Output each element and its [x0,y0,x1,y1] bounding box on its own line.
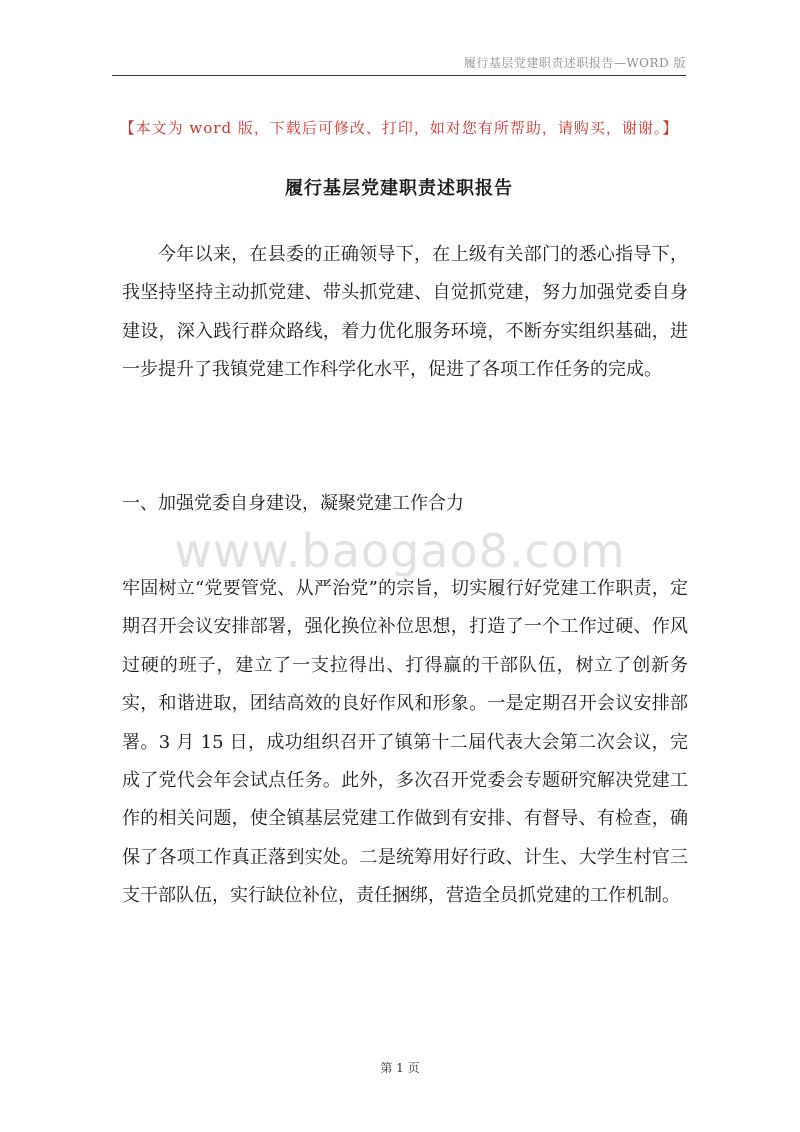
section-heading: 一、加强党委自身建设，凝聚党建工作合力 [122,493,464,514]
document-title: 履行基层党建职责述职报告 [285,178,513,199]
page-number: 第 1 页 [380,1061,420,1075]
intro-paragraph: 今年以来，在县委的正确领导下，在上级有关部门的悉心指导下，我坚持坚持主动抓党建、带头抓党建、自觉抓党建，努力加强党委自身建设，深入践行群众路线，着力优化服务环境，不断夯实组织基础，进一步提升了我镇党建工作科学化水平，促进了各项工作任务的完成。 [122,244,688,381]
running-header: 履行基层党建职责述职报告—WORD 版 [463,56,686,70]
download-notice: 【本文为 word 版，下载后可修改、打印，如对您有所帮助，请购买，谢谢。】 [119,119,679,137]
watermark: www.baogao8.com [174,524,626,578]
header-divider [112,75,686,76]
section-paragraph: 牢固树立“党要管党、从严治党”的宗旨，切实履行好党建工作职责，定期召开会议安排部署，强化换位补位思想，打造了一个工作过硬、作风过硬的班子，建立了一支拉得出、打得赢的干部队伍，树立了创新务实，和谐进取，团结高效的良好作风和形象。一是定期召开会议安排部署。3 月 15 日，成功组织召开了镇第十二届代表大会第二次会议，完成了党代会年会试点任务。此外，多次召开党委会专题研究解决党建工作的相关问题，使全镇基层党建工作做到有安排、有督导、有检查，确保了各项工作真正落到实处。二是统筹用好行政、计生、大学生村官三支干部队伍，实行缺位补位，责任捆绑，营造全员抓党建的工作机制。 [122,578,688,907]
